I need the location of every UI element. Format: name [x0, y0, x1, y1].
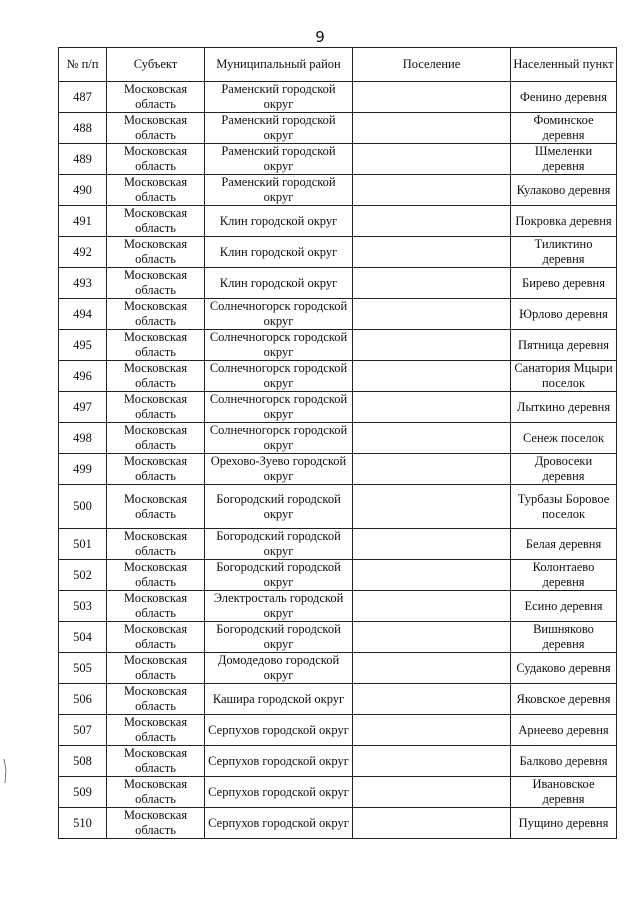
- cell-locality: Юрлово деревня: [511, 299, 617, 330]
- cell-subject: Московская область: [107, 746, 205, 777]
- cell-subject: Московская область: [107, 485, 205, 529]
- cell-subject: Московская область: [107, 715, 205, 746]
- cell-district: Солнечногорск городской округ: [205, 299, 353, 330]
- cell-number: 491: [59, 206, 107, 237]
- cell-locality: Шмеленки деревня: [511, 144, 617, 175]
- cell-subject: Московская область: [107, 808, 205, 839]
- table-row: [59, 715, 617, 746]
- cell-number: 493: [59, 268, 107, 299]
- cell-district: Раменский городской округ: [205, 144, 353, 175]
- cell-settlement: [353, 299, 511, 330]
- table-row: [59, 622, 617, 653]
- column-header-subject: Субъект: [107, 48, 205, 82]
- cell-district: Клин городской округ: [205, 268, 353, 299]
- cell-district: Клин городской округ: [205, 206, 353, 237]
- cell-locality: Арнеево деревня: [511, 715, 617, 746]
- table-row: [59, 144, 617, 175]
- table-body: [59, 82, 617, 839]
- cell-number: 503: [59, 591, 107, 622]
- cell-number: 507: [59, 715, 107, 746]
- cell-number: 505: [59, 653, 107, 684]
- cell-settlement: [353, 361, 511, 392]
- table-row: [59, 529, 617, 560]
- cell-district: Солнечногорск городской округ: [205, 392, 353, 423]
- cell-settlement: [353, 529, 511, 560]
- column-header-number: № п/п: [59, 48, 107, 82]
- cell-number: 501: [59, 529, 107, 560]
- cell-number: 508: [59, 746, 107, 777]
- table-row: [59, 113, 617, 144]
- table-row: [59, 299, 617, 330]
- cell-subject: Московская область: [107, 268, 205, 299]
- cell-subject: Московская область: [107, 113, 205, 144]
- cell-district: Богородский городской округ: [205, 485, 353, 529]
- cell-number: 510: [59, 808, 107, 839]
- cell-locality: Бирево деревня: [511, 268, 617, 299]
- cell-settlement: [353, 746, 511, 777]
- cell-district: Серпухов городской округ: [205, 808, 353, 839]
- cell-subject: Московская область: [107, 392, 205, 423]
- cell-locality: Покровка деревня: [511, 206, 617, 237]
- cell-settlement: [353, 330, 511, 361]
- table-row: [59, 175, 617, 206]
- table-row: [59, 330, 617, 361]
- table-row: [59, 777, 617, 808]
- table-row: [59, 560, 617, 591]
- cell-district: Серпухов городской округ: [205, 777, 353, 808]
- cell-subject: Московская область: [107, 591, 205, 622]
- cell-district: Раменский городской округ: [205, 82, 353, 113]
- cell-district: Раменский городской округ: [205, 113, 353, 144]
- cell-locality: Яковское деревня: [511, 684, 617, 715]
- table-row: [59, 237, 617, 268]
- cell-number: 496: [59, 361, 107, 392]
- cell-locality: Пятница деревня: [511, 330, 617, 361]
- cell-number: 499: [59, 454, 107, 485]
- column-header-district: Муниципальный район: [205, 48, 353, 82]
- cell-settlement: [353, 454, 511, 485]
- cell-district: Раменский городской округ: [205, 175, 353, 206]
- cell-number: 504: [59, 622, 107, 653]
- cell-district: Серпухов городской округ: [205, 746, 353, 777]
- cell-district: Богородский городской округ: [205, 560, 353, 591]
- cell-settlement: [353, 268, 511, 299]
- cell-number: 494: [59, 299, 107, 330]
- cell-number: 506: [59, 684, 107, 715]
- cell-locality: Турбазы Боровое поселок: [511, 485, 617, 529]
- cell-settlement: [353, 560, 511, 591]
- cell-number: 498: [59, 423, 107, 454]
- cell-district: Орехово-Зуево городской округ: [205, 454, 353, 485]
- cell-settlement: [353, 237, 511, 268]
- cell-district: Электросталь городской округ: [205, 591, 353, 622]
- cell-locality: Кулаково деревня: [511, 175, 617, 206]
- cell-number: 500: [59, 485, 107, 529]
- settlements-table: [58, 47, 617, 839]
- cell-locality: Белая деревня: [511, 529, 617, 560]
- cell-subject: Московская область: [107, 361, 205, 392]
- cell-subject: Московская область: [107, 684, 205, 715]
- cell-locality: Колонтаево деревня: [511, 560, 617, 591]
- column-header-settlement: Поселение: [353, 48, 511, 82]
- cell-settlement: [353, 206, 511, 237]
- table-header-row: [59, 48, 617, 82]
- cell-settlement: [353, 423, 511, 454]
- cell-locality: Судаково деревня: [511, 653, 617, 684]
- cell-district: Богородский городской округ: [205, 622, 353, 653]
- cell-district: Домодедово городской округ: [205, 653, 353, 684]
- cell-settlement: [353, 591, 511, 622]
- cell-subject: Московская область: [107, 299, 205, 330]
- cell-subject: Московская область: [107, 454, 205, 485]
- cell-locality: Фоминское деревня: [511, 113, 617, 144]
- cell-locality: Ивановское деревня: [511, 777, 617, 808]
- cell-district: Солнечногорск городской округ: [205, 361, 353, 392]
- table-row: [59, 392, 617, 423]
- cell-settlement: [353, 653, 511, 684]
- cell-number: 489: [59, 144, 107, 175]
- table-row: [59, 684, 617, 715]
- cell-number: 497: [59, 392, 107, 423]
- table-row: [59, 746, 617, 777]
- cell-subject: Московская область: [107, 175, 205, 206]
- cell-locality: Пущино деревня: [511, 808, 617, 839]
- table-row: [59, 206, 617, 237]
- cell-locality: Дровосеки деревня: [511, 454, 617, 485]
- cell-subject: Московская область: [107, 144, 205, 175]
- column-header-locality: Населенный пункт: [511, 48, 617, 82]
- table-row: [59, 653, 617, 684]
- cell-locality: Есино деревня: [511, 591, 617, 622]
- cell-subject: Московская область: [107, 560, 205, 591]
- cell-settlement: [353, 392, 511, 423]
- cell-district: Богородский городской округ: [205, 529, 353, 560]
- cell-district: Серпухов городской округ: [205, 715, 353, 746]
- cell-subject: Московская область: [107, 237, 205, 268]
- table-row: [59, 82, 617, 113]
- cell-settlement: [353, 808, 511, 839]
- cell-settlement: [353, 684, 511, 715]
- cell-settlement: [353, 82, 511, 113]
- cell-number: 495: [59, 330, 107, 361]
- cell-number: 487: [59, 82, 107, 113]
- cell-subject: Московская область: [107, 206, 205, 237]
- cell-subject: Московская область: [107, 423, 205, 454]
- table-row: [59, 808, 617, 839]
- table-row: [59, 485, 617, 529]
- cell-locality: Вишняково деревня: [511, 622, 617, 653]
- cell-subject: Московская область: [107, 777, 205, 808]
- cell-locality: Лыткино деревня: [511, 392, 617, 423]
- table-row: [59, 268, 617, 299]
- cell-settlement: [353, 777, 511, 808]
- cell-locality: Фенино деревня: [511, 82, 617, 113]
- cell-settlement: [353, 175, 511, 206]
- page-number: 9: [315, 28, 325, 46]
- cell-district: Клин городской округ: [205, 237, 353, 268]
- cell-subject: Московская область: [107, 653, 205, 684]
- cell-number: 509: [59, 777, 107, 808]
- cell-settlement: [353, 113, 511, 144]
- cell-subject: Московская область: [107, 330, 205, 361]
- cell-district: Солнечногорск городской округ: [205, 330, 353, 361]
- cell-subject: Московская область: [107, 529, 205, 560]
- cell-number: 502: [59, 560, 107, 591]
- cell-subject: Московская область: [107, 622, 205, 653]
- cell-number: 488: [59, 113, 107, 144]
- cell-locality: Тиликтино деревня: [511, 237, 617, 268]
- table-row: [59, 454, 617, 485]
- cell-number: 492: [59, 237, 107, 268]
- cell-settlement: [353, 485, 511, 529]
- cell-locality: Санатория Мцыри поселок: [511, 361, 617, 392]
- cell-district: Кашира городской округ: [205, 684, 353, 715]
- cell-district: Солнечногорск городской округ: [205, 423, 353, 454]
- cell-subject: Московская область: [107, 82, 205, 113]
- table-row: [59, 591, 617, 622]
- cell-settlement: [353, 144, 511, 175]
- cell-locality: Сенеж поселок: [511, 423, 617, 454]
- table-row: [59, 361, 617, 392]
- cell-locality: Балково деревня: [511, 746, 617, 777]
- table-row: [59, 423, 617, 454]
- cell-number: 490: [59, 175, 107, 206]
- cell-settlement: [353, 622, 511, 653]
- margin-mark-icon: [3, 758, 9, 784]
- cell-settlement: [353, 715, 511, 746]
